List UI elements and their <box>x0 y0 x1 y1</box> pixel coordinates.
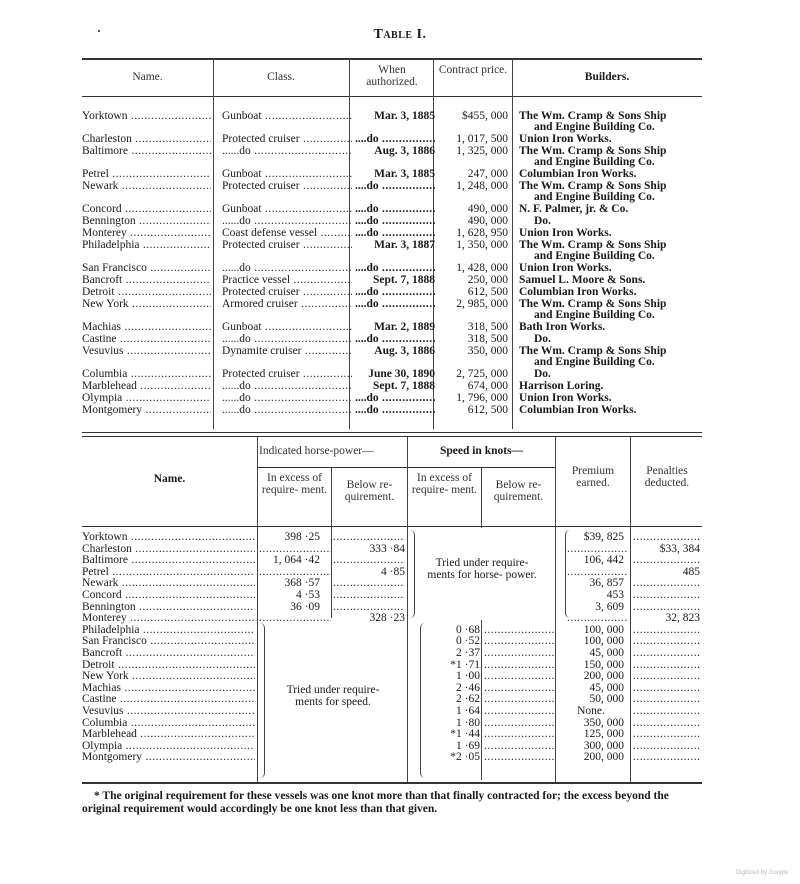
builder-line: The Wm. Cramp & Sons Ship <box>519 298 667 310</box>
speed-excess: *1 ·44 <box>450 728 480 741</box>
ihp-below-empty <box>333 577 405 589</box>
penalty-empty <box>633 728 701 740</box>
vessel-name: Vesuvius ..... <box>82 345 211 357</box>
t2-header-speed-below-text: Below re- quirement. <box>493 479 544 503</box>
penalty-empty <box>633 740 701 752</box>
vessel-class: Gunboat ..... <box>222 203 352 215</box>
table1-row <box>82 380 702 392</box>
vessel-name: New York ..... <box>82 298 211 310</box>
vessel-class: Practice vessel ..... <box>222 274 352 286</box>
vessel-name: Olympia ..... <box>82 392 211 404</box>
table1-row <box>82 321 702 333</box>
vessel-class: ......do ..... <box>222 392 352 404</box>
contract-price: 612, 500 <box>467 286 508 298</box>
t2-header-speed-group: Speed in knots— <box>439 445 524 457</box>
speed-excess: 1 ·69 <box>456 739 480 752</box>
t1-header-builders: Builders. <box>584 71 630 83</box>
authorized-date: Sept. 7, 1888 <box>373 380 435 392</box>
t2-header-penalties: Penalties deducted. <box>644 465 690 489</box>
table1-row <box>82 180 702 203</box>
vessel-name: Olympia ..... <box>82 740 255 752</box>
authorized-date: Mar. 2, 1889 <box>374 321 435 333</box>
vessel-class: Dynamite cruiser ..... <box>222 345 352 357</box>
vessel-name: Monterey ..... <box>82 227 211 239</box>
authorized-date: ....do ..... <box>355 262 435 274</box>
table1-row <box>82 262 702 274</box>
builder-line: and Engine Building Co. <box>534 250 655 262</box>
contract-price: 1, 796, 000 <box>456 392 508 404</box>
vessel-class: ......do ..... <box>222 262 352 274</box>
builder-line: and Engine Building Co. <box>534 356 655 368</box>
t2-header-ihp-excess <box>258 472 331 496</box>
table1-header-rule <box>82 96 702 97</box>
vessel-name: Machias ..... <box>82 321 211 333</box>
premium: 300, 000 <box>583 739 624 752</box>
speed-excess: 2 ·37 <box>456 647 480 659</box>
authorized-date: Mar. 3, 1885 <box>374 168 435 180</box>
vessel-name: Columbia ..... <box>82 368 211 380</box>
table2-subheader-rule <box>257 467 555 468</box>
premium: 100, 000 <box>583 635 624 648</box>
table2-row <box>82 659 702 671</box>
vessel-name: Bennington ..... <box>82 215 211 227</box>
t2-header-premium: Premium earned. <box>571 465 615 489</box>
authorized-date: ....do ..... <box>355 203 435 215</box>
speed-excess: 1 ·64 <box>456 705 480 717</box>
penalty-empty <box>633 705 701 717</box>
table1-row <box>82 145 702 168</box>
builder-line: N. F. Palmer, jr. & Co. <box>519 203 629 215</box>
vessel-name: Bennington ..... <box>82 601 255 613</box>
page-title: Table I. <box>373 27 427 42</box>
builder-line: and Engine Building Co. <box>534 121 655 133</box>
premium: None. <box>577 705 605 717</box>
table2-row <box>82 740 702 752</box>
vessel-class: ......do ..... <box>222 215 352 227</box>
ihp-excess: 368 ·57 <box>284 577 320 590</box>
authorized-date: ....do ..... <box>355 298 435 310</box>
table1-top-rule <box>82 58 702 60</box>
premium: 45, 000 <box>589 647 624 659</box>
vessel-class: Protected cruiser ..... <box>222 180 352 192</box>
penalty-empty <box>633 659 701 671</box>
vessel-class: Protected cruiser ..... <box>222 239 352 251</box>
vessel-name: Columbia ..... <box>82 717 255 729</box>
t2-header-ihp-below-text: Below re- quirement. <box>344 479 395 503</box>
table2-bottom-rule <box>82 782 702 784</box>
vessel-class: Armored cruiser ..... <box>222 298 352 310</box>
contract-price: 350, 000 <box>467 345 508 357</box>
speed-below-empty <box>484 740 554 752</box>
builder-line: Do. <box>534 333 551 345</box>
table2-row <box>82 670 702 682</box>
ihp-below-empty <box>333 601 405 613</box>
builder-line: The Wm. Cramp & Sons Ship <box>519 239 667 251</box>
authorized-date: Sept. 7, 1888 <box>373 274 435 286</box>
vessel-name: Yorktown ..... <box>82 531 255 543</box>
builder-line: Union Iron Works. <box>519 262 612 274</box>
penalty: $33, 384 <box>659 542 700 555</box>
speed-excess: 1 ·00 <box>456 670 480 683</box>
speed-note <box>262 684 404 708</box>
premium: 3, 609 <box>595 600 624 613</box>
authorized-date: Aug. 3, 1886 <box>374 145 435 157</box>
speed-excess: *1 ·71 <box>450 658 480 671</box>
penalty-empty <box>633 577 701 589</box>
t2-header-ihp-group: Indicated horse-power— <box>259 445 374 457</box>
speed-note-text: Tried under require- ments for speed. <box>286 684 380 708</box>
contract-price: 1, 325, 000 <box>456 145 508 157</box>
builder-line: Columbian Iron Works. <box>519 168 637 180</box>
builder-line: Union Iron Works. <box>519 227 612 239</box>
ihp-excess-empty <box>259 612 331 624</box>
authorized-date: Aug. 3, 1886 <box>374 345 435 357</box>
ihp-excess-empty <box>259 566 331 578</box>
t1-header-class: Class. <box>267 71 295 83</box>
vessel-class: Protected cruiser ..... <box>222 133 352 145</box>
builder-line: Columbian Iron Works. <box>519 404 637 416</box>
premium: 50, 000 <box>589 693 624 706</box>
penalty-empty <box>633 554 701 566</box>
vessel-class: ......do ..... <box>222 380 352 392</box>
speed-below-empty <box>484 635 554 647</box>
penalty-empty <box>633 717 701 729</box>
vessel-name: Newark ..... <box>82 180 211 192</box>
ihp-below: 333 ·84 <box>369 542 405 555</box>
ihp-excess: 1, 064 ·42 <box>273 554 320 567</box>
t1-header-price: Contract price. <box>438 64 508 76</box>
table1-row <box>82 239 702 262</box>
ihp-below: 328 ·23 <box>369 612 405 625</box>
table1-row <box>82 345 702 368</box>
vessel-name: Marblehead ..... <box>82 380 211 392</box>
builder-line: The Wm. Cramp & Sons Ship <box>519 345 667 357</box>
ihp-excess: 398 ·25 <box>284 531 320 543</box>
penalty: 32, 823 <box>665 612 700 625</box>
vessel-name: Baltimore ..... <box>82 145 211 157</box>
table2-row <box>82 647 702 659</box>
authorized-date: Mar. 3, 1885 <box>374 110 435 122</box>
t1-header-name: Name. <box>132 71 163 83</box>
vessel-name: Petrel ..... <box>82 566 255 578</box>
vessel-name: Vesuvius ..... <box>82 705 255 717</box>
contract-price: 2, 985, 000 <box>456 298 508 310</box>
table2-row <box>82 531 702 543</box>
speed-below-empty <box>484 682 554 694</box>
vessel-name: Montgomery ..... <box>82 404 211 416</box>
authorized-date: ....do ..... <box>355 180 435 192</box>
vessel-name: Philadelphia ..... <box>82 624 255 636</box>
vessel-name: Yorktown ..... <box>82 110 211 122</box>
vessel-class: Gunboat ..... <box>222 168 352 180</box>
speed-excess: *2 ·05 <box>450 751 480 764</box>
table2-row <box>82 635 702 647</box>
penalty-empty <box>633 635 701 647</box>
vessel-name: Concord ..... <box>82 589 255 601</box>
authorized-date: ....do ..... <box>355 286 435 298</box>
table1-row <box>82 227 702 239</box>
premium: 150, 000 <box>583 658 624 671</box>
hp-note-text: Tried under require- ments for horse- power. <box>427 557 537 581</box>
builder-line: and Engine Building Co. <box>534 156 655 168</box>
table1-row <box>82 203 702 215</box>
authorized-date: ....do ..... <box>355 227 435 239</box>
table2-row <box>82 554 702 566</box>
penalty-empty <box>633 624 701 636</box>
penalty-empty <box>633 693 701 705</box>
t2-header-speed-below <box>482 479 555 503</box>
ihp-excess: 36 ·09 <box>290 600 320 613</box>
vessel-name: Machias ..... <box>82 682 255 694</box>
vessel-name: Detroit ..... <box>82 659 255 671</box>
vessel-class: Gunboat ..... <box>222 321 352 333</box>
penalty: 485 <box>682 565 700 578</box>
speed-below-empty <box>484 705 554 717</box>
premium-empty <box>567 612 627 624</box>
speed-brace-left <box>260 623 265 778</box>
builder-line: and Engine Building Co. <box>534 191 655 203</box>
table2-row <box>82 543 702 555</box>
premium: 45, 000 <box>589 681 624 694</box>
table2-row <box>82 624 702 636</box>
vessel-name: Newark ..... <box>82 577 255 589</box>
contract-price: 318, 500 <box>467 321 508 333</box>
speed-brace-right <box>420 623 425 778</box>
speed-below-empty <box>484 717 554 729</box>
penalty-empty <box>633 589 701 601</box>
penalty-empty <box>633 647 701 659</box>
table2-row <box>82 612 702 624</box>
vessel-name: Charleston ..... <box>82 543 255 555</box>
table2-row <box>82 601 702 613</box>
speed-excess: 1 ·80 <box>456 716 480 729</box>
speed-excess: 0 ·52 <box>456 635 480 648</box>
builder-line: Samuel L. Moore & Sons. <box>519 274 646 286</box>
ihp-below: 4 ·85 <box>381 565 405 578</box>
vessel-name: Castine ..... <box>82 693 255 705</box>
premium: $39, 825 <box>583 531 624 543</box>
vessel-name: Detroit ..... <box>82 286 211 298</box>
table2-row <box>82 751 702 763</box>
builder-line: The Wm. Cramp & Sons Ship <box>519 180 667 192</box>
table2-row <box>82 717 702 729</box>
speed-excess: 2 ·46 <box>456 681 480 694</box>
hp-note <box>412 557 552 581</box>
t1-header-authorized: When authorized. <box>366 64 418 88</box>
t2-header-name: Name. <box>153 473 186 485</box>
premium: 200, 000 <box>583 751 624 764</box>
vessel-name: New York ..... <box>82 670 255 682</box>
premium: 350, 000 <box>583 716 624 729</box>
vessel-name: Concord ..... <box>82 203 211 215</box>
speed-below-empty <box>484 659 554 671</box>
table1-row <box>82 168 702 180</box>
premium: 125, 000 <box>583 728 624 741</box>
contract-price: 490, 000 <box>467 203 508 215</box>
table1-row <box>82 133 702 145</box>
premium: 100, 000 <box>583 623 624 636</box>
penalty-empty <box>633 670 701 682</box>
contract-price: 1, 628, 950 <box>456 227 508 239</box>
builder-line: Harrison Loring. <box>519 380 604 392</box>
table1-row <box>82 215 702 227</box>
penalty-empty <box>633 601 701 613</box>
speed-excess: 0 ·68 <box>456 623 480 636</box>
premium: 106, 442 <box>583 554 624 567</box>
t2-header-ihp-below <box>332 479 407 503</box>
table2-row <box>82 728 702 740</box>
vessel-class: Protected cruiser ..... <box>222 368 352 380</box>
table2-row <box>82 589 702 601</box>
contract-price: 2, 725, 000 <box>456 368 508 380</box>
builder-line: Do. <box>534 368 551 380</box>
table1-row <box>82 392 702 404</box>
vessel-class: ......do ..... <box>222 145 352 157</box>
vessel-name: Bancroft ..... <box>82 274 211 286</box>
contract-price: 1, 428, 000 <box>456 262 508 274</box>
vessel-class: Gunboat ..... <box>222 110 352 122</box>
premium: 453 <box>606 589 624 601</box>
vessel-name: San Francisco ..... <box>82 262 211 274</box>
table1-row <box>82 404 702 416</box>
vessel-name: Baltimore ..... <box>82 554 255 566</box>
authorized-date: ....do ..... <box>355 333 435 345</box>
hp-brace <box>410 530 415 618</box>
vessel-name: Petrel ..... <box>82 168 211 180</box>
contract-price: 490, 000 <box>467 215 508 227</box>
builder-line: Union Iron Works. <box>519 392 612 404</box>
premium: 36, 857 <box>589 577 624 590</box>
vessel-class: Protected cruiser ..... <box>222 286 352 298</box>
speed-below-empty <box>484 670 554 682</box>
contract-price: 674, 000 <box>467 380 508 392</box>
authorized-date: June 30, 1890 <box>368 368 435 380</box>
table1-row <box>82 298 702 321</box>
contract-price: 318, 500 <box>467 333 508 345</box>
contract-price: $455, 000 <box>462 110 508 122</box>
ihp-excess-empty <box>259 543 331 555</box>
t2-header-speed-excess-text: In excess of require- ment. <box>411 472 478 496</box>
builder-line: Columbian Iron Works. <box>519 286 637 298</box>
vessel-name: Bancroft ..... <box>82 647 255 659</box>
contract-price: 612, 500 <box>467 404 508 416</box>
table1-row <box>82 286 702 298</box>
table1-row <box>82 110 702 133</box>
authorized-date: ....do ..... <box>355 133 435 145</box>
speed-below-empty <box>484 693 554 705</box>
ihp-below-empty <box>333 589 405 601</box>
digitized-credit: Digitized by Google <box>735 870 788 876</box>
builder-line: The Wm. Cramp & Sons Ship <box>519 110 667 122</box>
t2-header-speed-excess <box>408 472 481 496</box>
builder-line: Bath Iron Works. <box>519 321 606 333</box>
table2-header-rule <box>82 526 702 527</box>
table1-row <box>82 274 702 286</box>
table1-row <box>82 368 702 380</box>
table2-top-rule <box>82 432 702 437</box>
authorized-date: ....do ..... <box>355 404 435 416</box>
builder-line: Do. <box>534 215 551 227</box>
builder-line: and Engine Building Co. <box>534 309 655 321</box>
contract-price: 1, 350, 000 <box>456 239 508 251</box>
vessel-name: Charleston ..... <box>82 133 211 145</box>
speed-below-empty <box>484 728 554 740</box>
footnote: * The original requirement for these vessels was one knot more than that finally contracted for; the excess beyond the original requirement would accordingly be one knot less than that given. <box>82 790 669 815</box>
authorized-date: Mar. 3, 1887 <box>374 239 435 251</box>
table2-row <box>82 577 702 589</box>
vessel-class: ......do ..... <box>222 404 352 416</box>
penalty-empty <box>633 682 701 694</box>
vessel-class: Coast defense vessel ..... <box>222 227 352 239</box>
table2-row <box>82 566 702 578</box>
builder-line: The Wm. Cramp & Sons Ship <box>519 145 667 157</box>
t2-header-ihp-excess-text: In excess of require- ment. <box>261 472 328 496</box>
vessel-name: Monterey ..... <box>82 612 255 624</box>
premium-empty <box>567 566 627 578</box>
speed-excess: 2 ·62 <box>456 693 480 706</box>
authorized-date: ....do ..... <box>355 392 435 404</box>
penalty-empty <box>633 751 701 763</box>
vessel-name: Castine ..... <box>82 333 211 345</box>
penalty-empty <box>633 531 701 543</box>
ihp-below-empty <box>333 554 405 566</box>
ihp-below-empty <box>333 531 405 543</box>
table1-row <box>82 333 702 345</box>
speed-below-empty <box>484 624 554 636</box>
vessel-name: Marblehead ..... <box>82 728 255 740</box>
premium-empty <box>567 543 627 555</box>
contract-price: 250, 000 <box>467 274 508 286</box>
contract-price: 1, 017, 500 <box>456 133 508 145</box>
vessel-name: San Francisco ..... <box>82 635 255 647</box>
premium-brace <box>565 530 570 618</box>
premium: 200, 000 <box>583 670 624 683</box>
authorized-date: ....do ..... <box>355 215 435 227</box>
ihp-excess: 4 ·53 <box>296 589 320 601</box>
vessel-class: ......do ..... <box>222 333 352 345</box>
builder-line: Union Iron Works. <box>519 133 612 145</box>
contract-price: 1, 248, 000 <box>456 180 508 192</box>
vessel-name: Montgomery ..... <box>82 751 255 763</box>
contract-price: 247, 000 <box>467 168 508 180</box>
vessel-name: Philadelphia ..... <box>82 239 211 251</box>
speed-below-empty <box>484 647 554 659</box>
speed-below-empty <box>484 751 554 763</box>
